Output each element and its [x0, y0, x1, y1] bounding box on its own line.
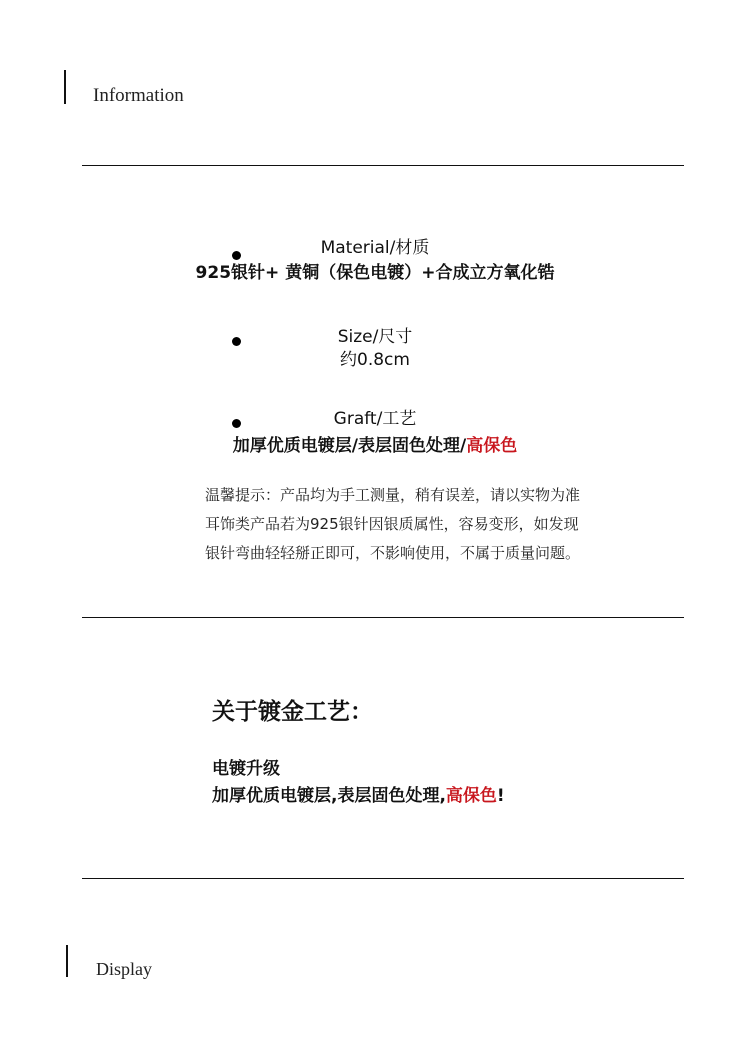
divider-top — [82, 165, 684, 166]
tips-line-2: 耳饰类产品若为925银针因银质属性，容易变形，如发现 — [205, 515, 579, 533]
about-title: 关于镀金工艺： — [212, 699, 373, 725]
material-value: 925银针+ 黄铜（保色电镀）+合成立方氧化锆 — [195, 263, 555, 283]
material-title: Material/材质 — [320, 238, 430, 258]
tips-line-1: 温馨提示：产品均为手工测量，稍有误差，请以实物为准 — [205, 486, 581, 504]
display-marker — [66, 945, 68, 977]
about-subtitle: 电镀升级 — [212, 759, 280, 779]
about-line — [212, 788, 505, 805]
information-marker — [64, 70, 66, 104]
size-title: Size/尺寸 — [337, 327, 413, 347]
craft-value-highlight: 高保色 — [466, 436, 518, 456]
craft-title: Graft/工艺 — [333, 409, 417, 429]
display-heading: Display — [96, 959, 152, 979]
tips-line-3: 银针弯曲轻轻掰正即可，不影响使用，不属于质量问题。 — [205, 544, 581, 562]
divider-bottom — [82, 878, 684, 879]
craft-value — [0, 438, 750, 455]
size-value: 约0.8cm — [340, 350, 410, 370]
information-heading: Information — [93, 85, 184, 106]
about-line-highlight: 高保色 — [445, 786, 497, 806]
divider-middle — [82, 617, 684, 618]
about-line-main: 加厚优质电镀层,表层固色处理, — [212, 786, 446, 806]
tips-block — [205, 481, 635, 568]
craft-value-main: 加厚优质电镀层/表层固色处理/ — [232, 436, 467, 456]
about-line-end: ! — [496, 786, 505, 806]
